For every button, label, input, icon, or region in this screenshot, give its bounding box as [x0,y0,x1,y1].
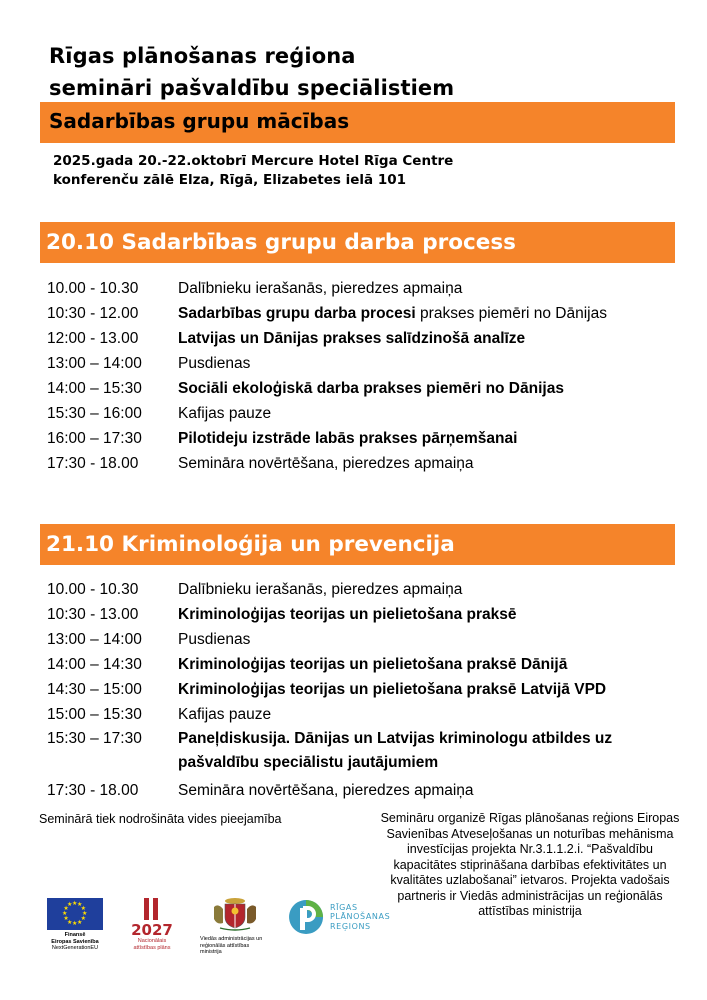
rpr-mark-icon [286,897,326,937]
rpr-wordmark [330,903,390,932]
eu-star-icon: ★ [67,919,73,926]
schedule-time: 12:00 - 13.00 [47,330,139,347]
schedule-activity [178,627,658,652]
eu-star-icon: ★ [72,901,78,907]
activity-text: Pusdienas [178,631,251,648]
schedule-activity [178,778,658,803]
schedule-time: 10:30 - 12.00 [47,305,139,322]
eu-star-icon: ★ [62,911,68,917]
coat-of-arms-icon [200,895,270,931]
schedule-row [47,727,687,775]
eu-star-icon: ★ [63,906,69,912]
activity-text: Kafijas pauze [178,405,272,422]
nap-mark-icon [128,898,176,922]
venue-line-1: 2025.gada 20.-22.oktobrī Mercure Hotel Rīga Centre [53,153,454,169]
activity-bold: Sociāli ekoloģiskā darba prakses piemēri no Dānijas [178,380,564,397]
activity-text: Semināra novērtēšana, pieredzes apmaiņa [178,455,474,472]
schedule-activity [178,602,658,627]
day2-schedule [47,577,687,803]
schedule-activity [178,727,658,775]
schedule-activity [178,426,658,451]
activity-bold: Paneļdiskusija. Dānijas un Latvijas kriminologu atbildes uz pašvaldību speciālistu jautājumiem [178,730,613,771]
schedule-row [47,276,687,301]
eu-caption-1: Finansē [64,932,86,938]
activity-text: Semināra novērtēšana, pieredzes apmaiņa [178,782,474,799]
schedule-row [47,351,687,376]
schedule-time: 10.00 - 10.30 [47,280,139,297]
schedule-activity [178,376,658,401]
schedule-time: 13:00 – 14:00 [47,355,142,372]
activity-text: Dalībnieku ierašanās, pieredzes apmaiņa [178,581,463,598]
activity-bold: Kriminoloģijas teorijas un pielietošana praksē Latvijā VPD [178,681,607,698]
ministry-caption: Viedās administrācijas un reģionālās attīstības ministrija [200,936,263,955]
document-title [49,40,454,104]
schedule-activity [178,326,658,351]
schedule-time: 15:00 – 15:30 [47,706,142,723]
rpr-line-3: REĢIONS [330,921,371,931]
schedule-time: 14:00 – 14:30 [47,656,142,673]
activity-text: Kafijas pauze [178,706,272,723]
eu-caption-3: NextGenerationEU [51,945,99,951]
ministry-logo [200,895,270,956]
activity-bold: Latvijas un Dānijas prakses salīdzinošā analīze [178,330,526,347]
eu-star-icon: ★ [80,906,87,912]
schedule-row [47,451,687,476]
schedule-time: 16:00 – 17:30 [47,430,142,447]
rpr-logo [286,897,406,937]
eu-star-icon: ★ [67,902,73,909]
accessibility-note: Seminārā tiek nodrošināta vides pieejamība [39,812,282,826]
schedule-time: 15:30 – 16:00 [47,405,142,422]
eu-star-icon: ★ [63,916,69,922]
schedule-time: 14:00 – 15:30 [47,380,142,397]
schedule-row [47,702,687,727]
schedule-activity [178,577,658,602]
activity-text: Pusdienas [178,355,251,372]
nap-2027-logo [128,898,176,951]
schedule-time: 13:00 – 14:00 [47,631,142,648]
schedule-activity [178,652,658,677]
schedule-row [47,577,687,602]
activity-text: prakses piemēri no Dānijas [415,305,607,322]
activity-bold: Kriminoloģijas teorijas un pielietošana praksē Dānijā [178,656,568,673]
schedule-activity [178,451,658,476]
schedule-row [47,627,687,652]
schedule-activity [178,351,658,376]
nap-caption: Nacionālais attīstības plāns [133,938,171,951]
schedule-activity [178,276,658,301]
schedule-time: 17:30 - 18.00 [47,782,139,799]
activity-bold: Pilotideju izstrāde labās prakses pārņemšanai [178,430,518,447]
schedule-row [47,677,687,702]
activity-text: Dalībnieku ierašanās, pieredzes apmaiņa [178,280,463,297]
schedule-row [47,652,687,677]
rpr-line-1: RĪGAS [330,902,358,912]
eu-star-icon: ★ [77,902,83,909]
eu-star-icon: ★ [80,916,87,922]
schedule-row [47,602,687,627]
eu-flag-icon [47,898,103,930]
schedule-time: 14:30 – 15:00 [47,681,142,698]
organizer-note: Semināru organizē Rīgas plānošanas reģions Eiropas Savienības Atveseļošanas un noturības mehānisma investīcijas projekta Nr.3.1.1.2.i. “Pašvaldību kapacitātes stiprināšana darbības efektivitātes un kvalitātes uzlabošanai” ietvaros. Projekta vadošais partneris ir Viedās administrācijas un reģionālās attīstības ministrija [380,811,680,918]
eu-star-icon: ★ [72,921,78,927]
day2-heading: 21.10 Kriminoloģija un prevencija [40,524,675,565]
schedule-row [47,426,687,451]
nap-number: 2027 [131,921,173,939]
eu-logo [47,898,103,952]
schedule-row [47,401,687,426]
schedule-activity [178,702,658,727]
title-line-2: semināri pašvaldību speciālistiem [49,76,455,100]
day1-heading: 20.10 Sadarbības grupu darba process [40,222,675,263]
schedule-activity [178,401,658,426]
eu-star-icon: ★ [77,919,83,926]
venue-info [53,152,453,190]
subtitle-bar: Sadarbības grupu mācības [40,102,675,143]
schedule-row [47,778,687,803]
activity-bold: Kriminoloģijas teorijas un pielietošana praksē [178,606,517,623]
schedule-time: 10.00 - 10.30 [47,581,139,598]
title-line-1: Rīgas plānošanas reģiona [49,44,356,68]
schedule-time: 15:30 – 17:30 [47,730,142,747]
schedule-row [47,376,687,401]
schedule-time: 10:30 - 13.00 [47,606,139,623]
schedule-time: 17:30 - 18.00 [47,455,139,472]
schedule-row [47,326,687,351]
day1-schedule [47,276,687,476]
eu-caption-2: Eiropas Savienība [51,938,99,945]
schedule-row [47,301,687,326]
venue-line-2: konferenču zālē Elza, Rīgā, Elizabetes ielā 101 [53,172,406,188]
schedule-activity [178,301,658,326]
eu-star-icon: ★ [82,911,88,917]
schedule-activity [178,677,658,702]
rpr-line-2: PLĀNOŠANAS [330,912,391,922]
activity-bold: Sadarbības grupu darba procesi [178,305,416,322]
